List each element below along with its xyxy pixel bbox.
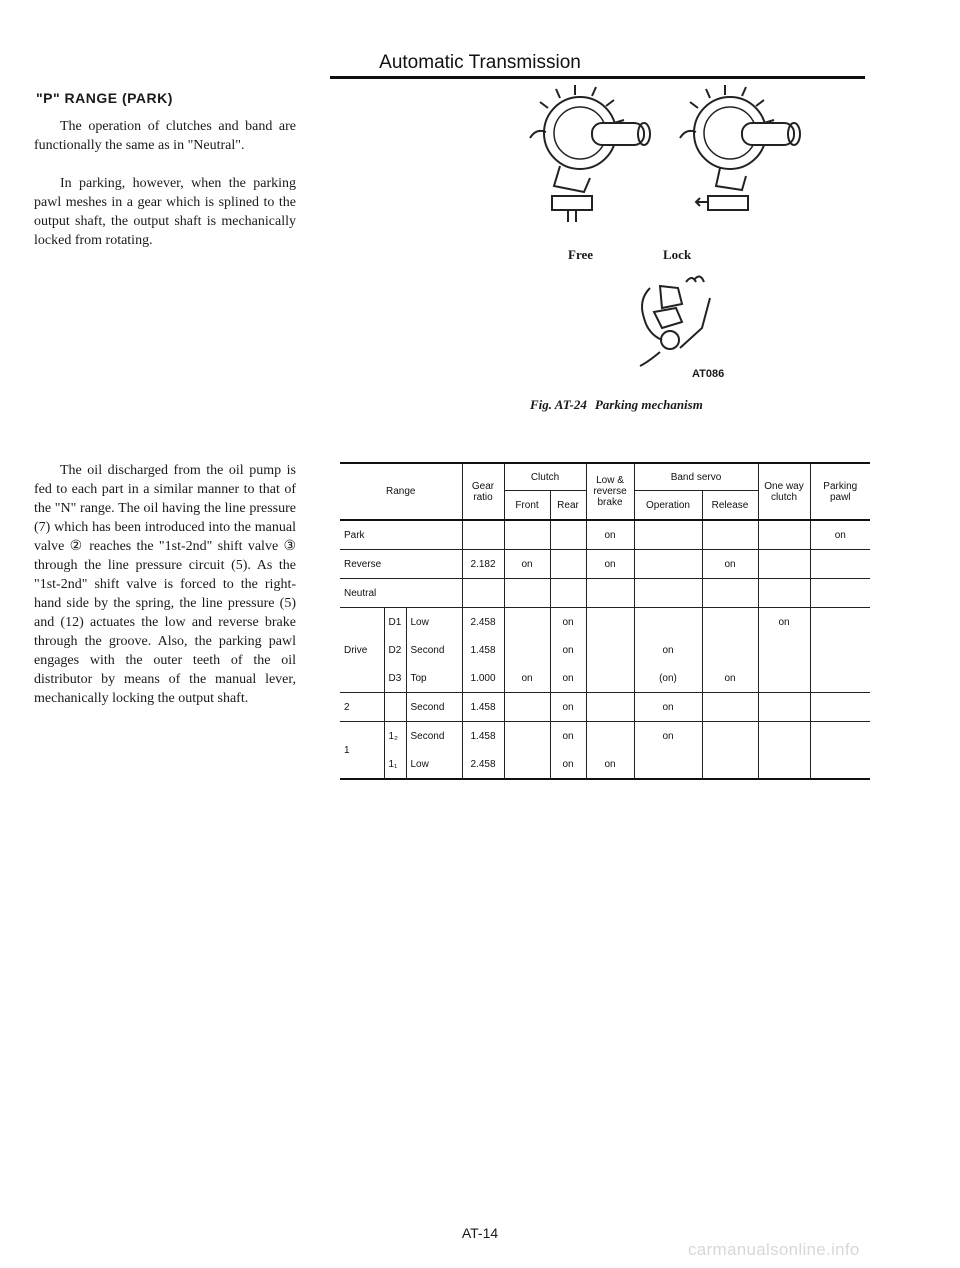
cell-low-reverse bbox=[586, 608, 634, 637]
cell-ratio: 1.458 bbox=[462, 722, 504, 751]
cell-release bbox=[702, 636, 758, 664]
cell-low-reverse bbox=[586, 636, 634, 664]
cell-operation: on bbox=[634, 722, 702, 751]
cell-range: Reverse bbox=[340, 550, 462, 579]
cell-operation bbox=[634, 520, 702, 550]
cell-rear: on bbox=[550, 722, 586, 751]
cell-front: on bbox=[504, 550, 550, 579]
caption-title: Parking mechanism bbox=[594, 397, 703, 412]
cell-pawl bbox=[810, 693, 870, 722]
cell-range: Neutral bbox=[340, 579, 462, 608]
cell-release bbox=[702, 693, 758, 722]
cell-operation bbox=[634, 750, 702, 779]
cell-operation: (on) bbox=[634, 664, 702, 693]
caption-number: Fig. AT-24 bbox=[530, 397, 587, 412]
cell-gear: Low bbox=[406, 750, 462, 779]
cell-sub bbox=[384, 693, 406, 722]
cell-front bbox=[504, 579, 550, 608]
section-heading: "P" RANGE (PARK) bbox=[36, 90, 173, 106]
pawl-detail-drawing bbox=[640, 276, 710, 366]
cell-range: 2 bbox=[340, 693, 384, 722]
cell-operation bbox=[634, 579, 702, 608]
cell-ratio: 1.000 bbox=[462, 664, 504, 693]
parking-mechanism-figure bbox=[520, 78, 810, 398]
cell-operation bbox=[634, 608, 702, 637]
cell-range: Park bbox=[340, 520, 462, 550]
parking-mechanism-drawing bbox=[520, 78, 810, 378]
cell-one-way: on bbox=[758, 608, 810, 637]
header-clutch: Clutch bbox=[504, 463, 586, 491]
cell-release: on bbox=[702, 550, 758, 579]
header-front: Front bbox=[504, 491, 550, 521]
cell-ratio: 1.458 bbox=[462, 693, 504, 722]
header-parking-pawl: Parking pawl bbox=[810, 463, 870, 520]
shift-operation-table bbox=[340, 462, 870, 780]
cell-release bbox=[702, 579, 758, 608]
cell-one-way bbox=[758, 550, 810, 579]
cell-operation: on bbox=[634, 636, 702, 664]
cell-ratio: 2.458 bbox=[462, 608, 504, 637]
cell-ratio: 2.458 bbox=[462, 750, 504, 779]
cell-sub: D3 bbox=[384, 664, 406, 693]
free-gear-drawing bbox=[530, 85, 650, 222]
cell-sub: 1₂ bbox=[388, 730, 398, 742]
figure-caption bbox=[530, 397, 830, 413]
figure-code: AT086 bbox=[692, 368, 725, 380]
cell-pawl bbox=[810, 722, 870, 751]
cell-release bbox=[702, 722, 758, 751]
lock-gear-drawing bbox=[680, 85, 800, 210]
cell-ratio bbox=[462, 579, 504, 608]
header-gear-ratio: Gear ratio bbox=[462, 463, 504, 520]
cell-gear: Second bbox=[406, 722, 462, 751]
cell-one-way bbox=[758, 664, 810, 693]
cell-low-reverse: on bbox=[586, 750, 634, 779]
cell-pawl bbox=[810, 608, 870, 637]
paragraph-3: The oil discharged from the oil pump is fed to each part in a similar manner to that of the "N" range. The oil having the line pressure (7) which has been introduced into the manual valve ② reaches the "1st-2nd" shift valve ③ through the line pressure circuit (5). As the "1st-2nd" shift valve is forced to the right-hand side by the spring, the line pressure (5) and (12) actuates the low and reverse brake through the groove. Also, the parking pawl engages with the outer teeth of the oil distributor by means of the manual lever, mechanically locking the output shaft. bbox=[34, 463, 296, 706]
label-lock: Lock bbox=[663, 247, 692, 262]
cell-pawl bbox=[810, 550, 870, 579]
header-one-way-clutch: One way clutch bbox=[758, 463, 810, 520]
cell-low-reverse bbox=[586, 579, 634, 608]
paragraph-1: The operation of clutches and band are functionally the same as in "Neutral". bbox=[34, 119, 296, 153]
watermark: carmanualsonline.info bbox=[688, 1240, 860, 1259]
cell-one-way bbox=[758, 636, 810, 664]
header-release: Release bbox=[702, 491, 758, 521]
cell-sub: D1 bbox=[388, 616, 402, 628]
cell-rear: on bbox=[550, 750, 586, 779]
table-row bbox=[340, 608, 870, 637]
cell-front bbox=[504, 520, 550, 550]
table-row bbox=[340, 722, 870, 751]
header-low-reverse-brake: Low & reverse brake bbox=[586, 463, 634, 520]
cell-low-reverse: on bbox=[586, 520, 634, 550]
page-number: AT-14 bbox=[461, 1225, 499, 1241]
cell-gear: Top bbox=[406, 664, 462, 693]
cell-ratio: 2.182 bbox=[462, 550, 504, 579]
cell-operation bbox=[634, 550, 702, 579]
cell-front: on bbox=[504, 664, 550, 693]
cell-rear: on bbox=[550, 636, 586, 664]
table-row bbox=[340, 693, 870, 722]
cell-one-way bbox=[758, 693, 810, 722]
cell-front bbox=[504, 636, 550, 664]
cell-rear bbox=[550, 520, 586, 550]
cell-rear: on bbox=[550, 664, 586, 693]
page-header-title: Automatic Transmission bbox=[379, 52, 581, 73]
paragraph-2: In parking, however, when the parking pawl meshes in a gear which is splined to the output shaft, the output shaft is mechanically locked from rotating. bbox=[34, 176, 296, 248]
cell-range-low: 1 bbox=[340, 722, 384, 780]
cell-release bbox=[702, 608, 758, 637]
cell-pawl: on bbox=[810, 520, 870, 550]
label-free: Free bbox=[568, 247, 594, 262]
cell-pawl bbox=[810, 750, 870, 779]
cell-range-drive: Drive bbox=[340, 608, 384, 693]
cell-low-reverse: on bbox=[586, 550, 634, 579]
cell-rear: on bbox=[550, 608, 586, 637]
cell-one-way bbox=[758, 520, 810, 550]
cell-ratio bbox=[462, 520, 504, 550]
table-row bbox=[340, 750, 870, 779]
cell-rear bbox=[550, 579, 586, 608]
cell-front bbox=[504, 608, 550, 637]
cell-pawl bbox=[810, 664, 870, 693]
cell-sub: 1₁ bbox=[384, 750, 406, 779]
header-range: Range bbox=[340, 463, 462, 520]
cell-front bbox=[504, 693, 550, 722]
cell-release bbox=[702, 750, 758, 779]
cell-gear: Second bbox=[406, 693, 462, 722]
cell-release: on bbox=[702, 664, 758, 693]
cell-pawl bbox=[810, 579, 870, 608]
cell-rear bbox=[550, 550, 586, 579]
cell-one-way bbox=[758, 579, 810, 608]
cell-release bbox=[702, 520, 758, 550]
table-row bbox=[340, 636, 870, 664]
table-row bbox=[340, 520, 870, 550]
cell-pawl bbox=[810, 636, 870, 664]
header-operation: Operation bbox=[634, 491, 702, 521]
cell-low-reverse bbox=[586, 664, 634, 693]
cell-ratio: 1.458 bbox=[462, 636, 504, 664]
cell-one-way bbox=[758, 722, 810, 751]
cell-operation: on bbox=[634, 693, 702, 722]
cell-rear: on bbox=[550, 693, 586, 722]
cell-front bbox=[504, 722, 550, 751]
cell-low-reverse bbox=[586, 722, 634, 751]
table-row bbox=[340, 550, 870, 579]
header-band-servo: Band servo bbox=[634, 463, 758, 491]
cell-gear: Second bbox=[406, 636, 462, 664]
cell-low-reverse bbox=[586, 693, 634, 722]
cell-one-way bbox=[758, 750, 810, 779]
cell-sub: D2 bbox=[388, 644, 402, 656]
table-row bbox=[340, 579, 870, 608]
cell-gear: Low bbox=[406, 608, 462, 637]
table-row bbox=[340, 664, 870, 693]
header-rear: Rear bbox=[550, 491, 586, 521]
cell-front bbox=[504, 750, 550, 779]
